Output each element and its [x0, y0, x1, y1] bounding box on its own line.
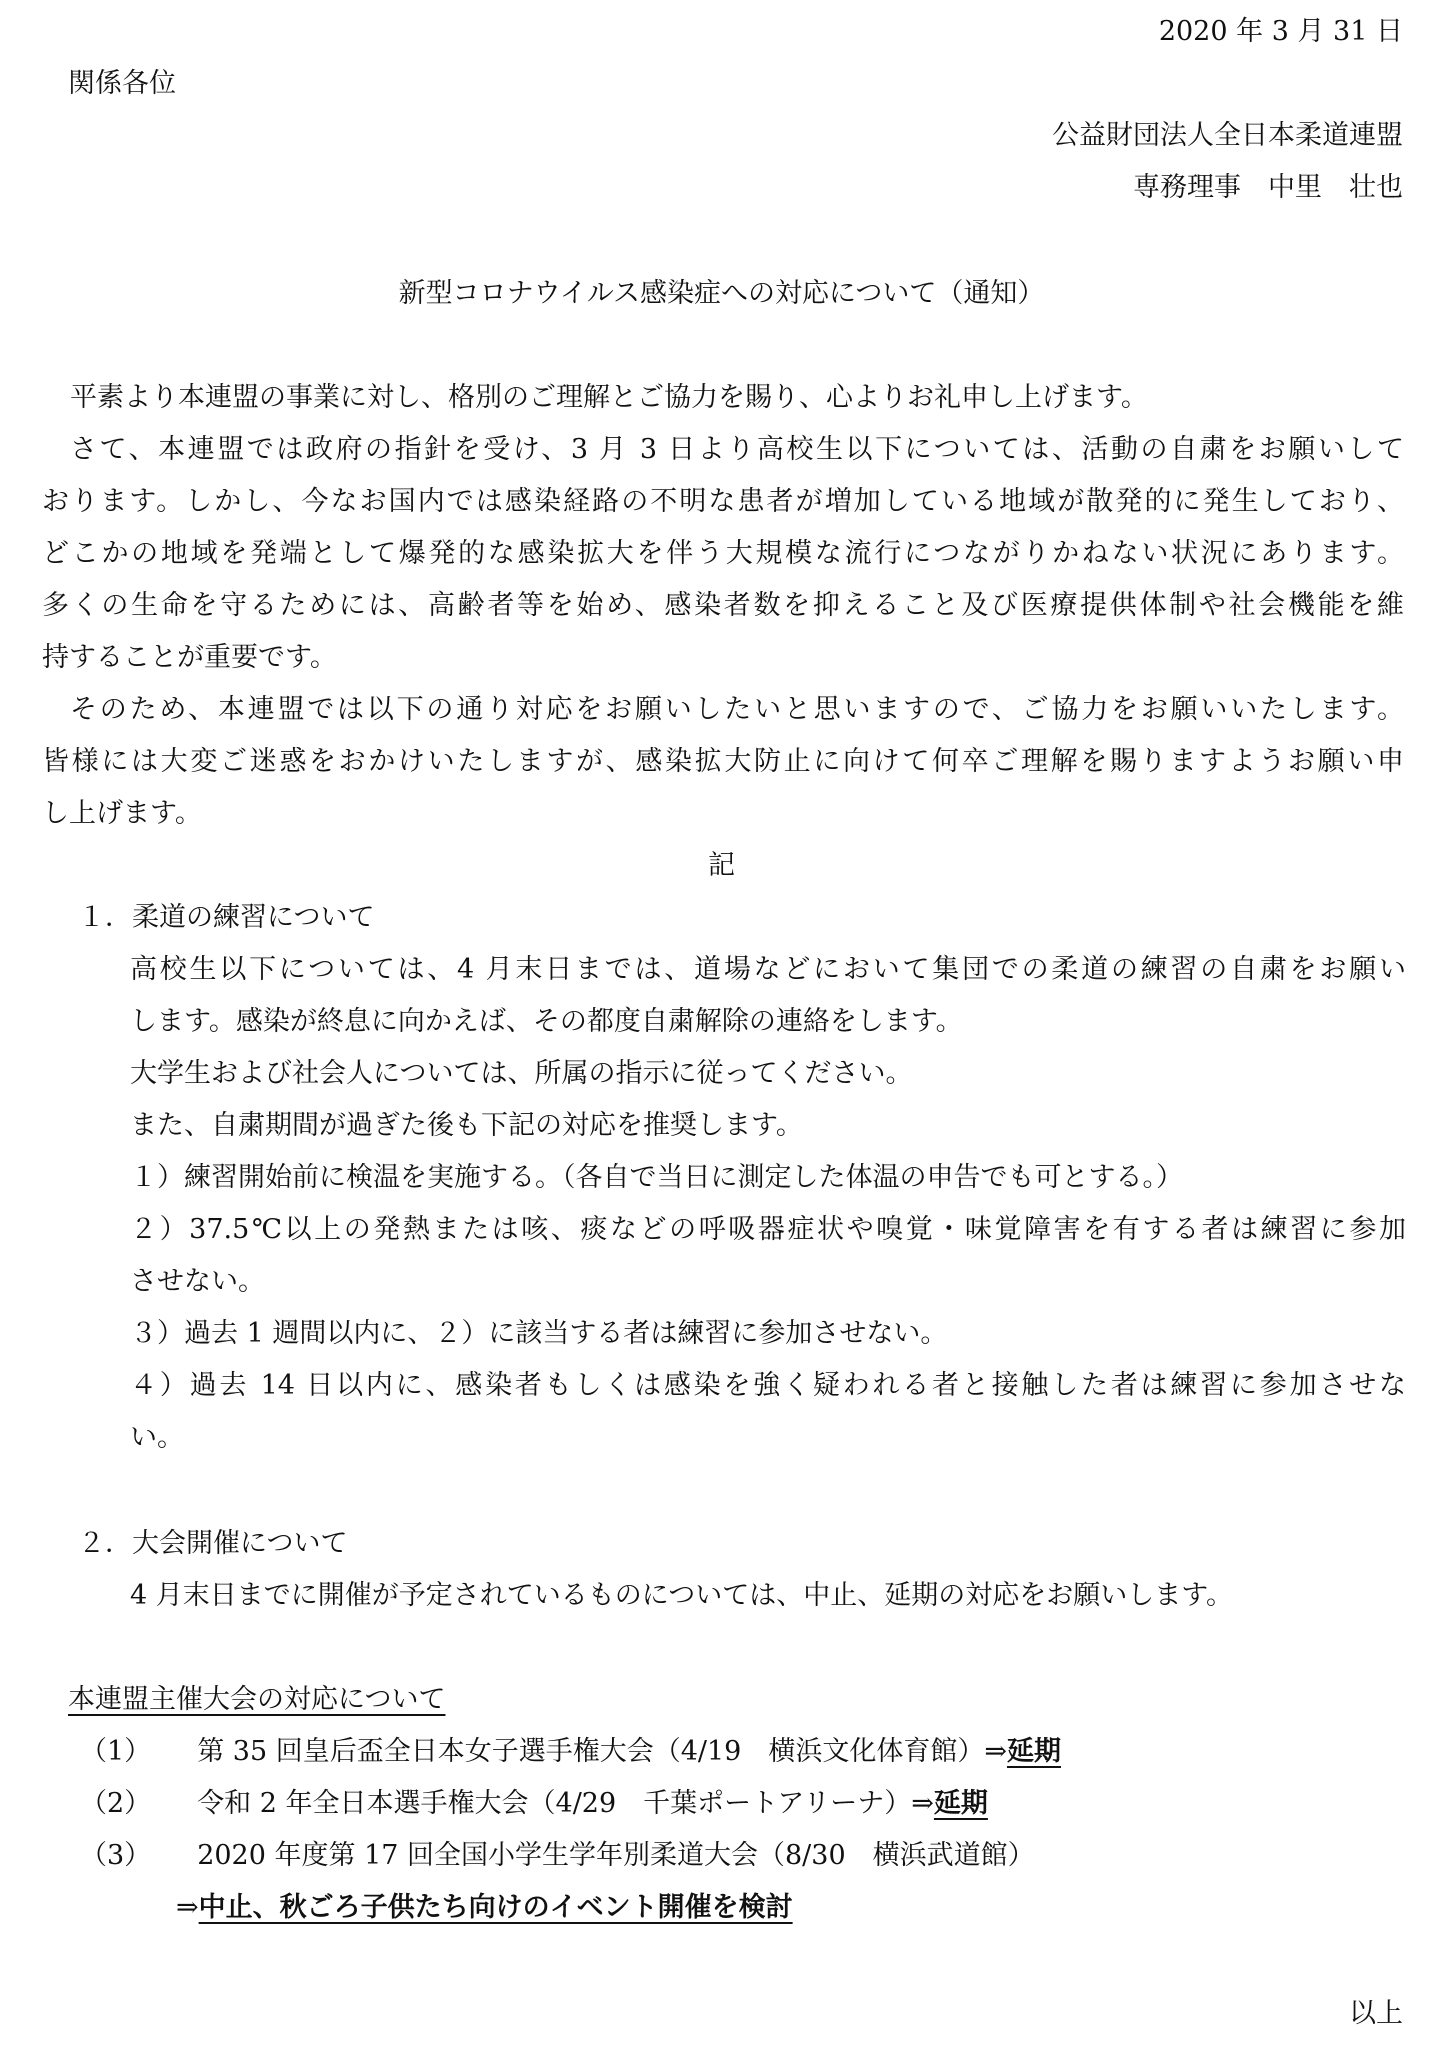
intro-p2-line: 多くの生命を守るためには、高齢者等を始め、感染者数を抑えること及び医療提供体制や社会機能を維 — [42, 590, 1404, 621]
document-title: 新型コロナウイルス感染症への対応について（通知） — [398, 278, 1045, 309]
intro-p2-line: おります。しかし、今なお国内では感染経路の不明な患者が増加している地域が散発的に発生しており、 — [42, 486, 1404, 517]
section-2-line: 4 月末日までに開催が予定されているものについては、中止、延期の対応をお願いします。 — [130, 1580, 1234, 1611]
addressee: 関係各位 — [68, 68, 176, 99]
intro-p3-line: し上げます。 — [42, 798, 202, 829]
tournament-item-3-status-line — [176, 1894, 793, 1921]
sender-organization: 公益財団法人全日本柔道連盟 — [1052, 120, 1403, 151]
document-date: 2020 年 3 月 31 日 — [1158, 16, 1403, 47]
tournaments-heading: 本連盟主催大会の対応について — [68, 1684, 446, 1715]
tournament-text: 2020 年度第 17 回全国小学生学年別柔道大会（8/30 横浜武道館） — [197, 1840, 1035, 1871]
intro-p3-line: 皆様には大変ご迷惑をおかけいたしますが、感染拡大防止に向けて何卒ご理解を賜りますようお願い申 — [42, 746, 1404, 777]
tournament-status: 延期 — [933, 1788, 988, 1819]
tournament-text: 第 35 回皇后盃全日本女子選手権大会（4/19 横浜文化体育館）⇒ — [197, 1736, 1007, 1767]
section-1-line: ２）37.5℃以上の発熱または咳、痰などの呼吸器症状や嗅覚・味覚障害を有する者は練習に参加 — [130, 1214, 1406, 1245]
arrow: ⇒ — [176, 1892, 199, 1923]
tournament-number: （3） — [80, 1840, 152, 1871]
section-1-line: ４）過去 14 日以内に、感染者もしくは感染を強く疑われる者と接触した者は練習に参加させな — [130, 1370, 1406, 1401]
tournament-item-1 — [80, 1738, 1061, 1765]
section-1-line: させない。 — [130, 1266, 265, 1297]
intro-p3-line: そのため、本連盟では以下の通り対応をお願いしたいと思いますので、ご協力をお願いいたします。 — [70, 694, 1404, 725]
intro-p2-line: 持することが重要です。 — [42, 642, 337, 673]
tournament-status: 中止、秋ごろ子供たち向けのイベント開催を検討 — [198, 1892, 793, 1923]
section-1-line: 高校生以下については、4 月末日までは、道場などにおいて集団での柔道の練習の自粛をお願い — [130, 954, 1406, 985]
ki-marker: 記 — [708, 850, 735, 881]
intro-p2-line: どこかの地域を発端として爆発的な感染拡大を伴う大規模な流行につながりかねない状況にあります。 — [42, 538, 1404, 569]
section-2-heading: ２．大会開催について — [78, 1528, 348, 1559]
tournament-item-3 — [80, 1842, 1035, 1869]
intro-paragraph-1: 平素より本連盟の事業に対し、格別のご理解とご協力を賜り、心よりお礼申し上げます。 — [70, 382, 1148, 413]
intro-p2-line: さて、本連盟では政府の指針を受け、3 月 3 日より高校生以下については、活動の自粛をお願いして — [70, 434, 1404, 465]
closing-mark: 以上 — [1349, 1998, 1403, 2029]
tournament-number: （1） — [80, 1736, 152, 1767]
tournament-item-2 — [80, 1790, 988, 1817]
tournament-status: 延期 — [1006, 1736, 1061, 1767]
section-1-line: １）練習開始前に検温を実施する。（各自で当日に測定した体温の申告でも可とする。） — [130, 1162, 1183, 1193]
section-1-line: また、自粛期間が過ぎた後も下記の対応を推奨します。 — [130, 1110, 803, 1141]
section-1-line: 大学生および社会人については、所属の指示に従ってください。 — [130, 1058, 913, 1089]
tournament-text: 令和 2 年全日本選手権大会（4/29 千葉ポートアリーナ）⇒ — [197, 1788, 934, 1819]
section-1-line: ３）過去 1 週間以内に、２）に該当する者は練習に参加させない。 — [130, 1318, 948, 1349]
sender-name: 専務理事 中里 壮也 — [1133, 172, 1403, 203]
section-1-heading: １．柔道の練習について — [78, 902, 375, 933]
section-1-line: します。感染が終息に向かえば、その都度自粛解除の連絡をします。 — [130, 1006, 963, 1037]
tournament-number: （2） — [80, 1788, 152, 1819]
section-1-line: い。 — [130, 1422, 184, 1453]
